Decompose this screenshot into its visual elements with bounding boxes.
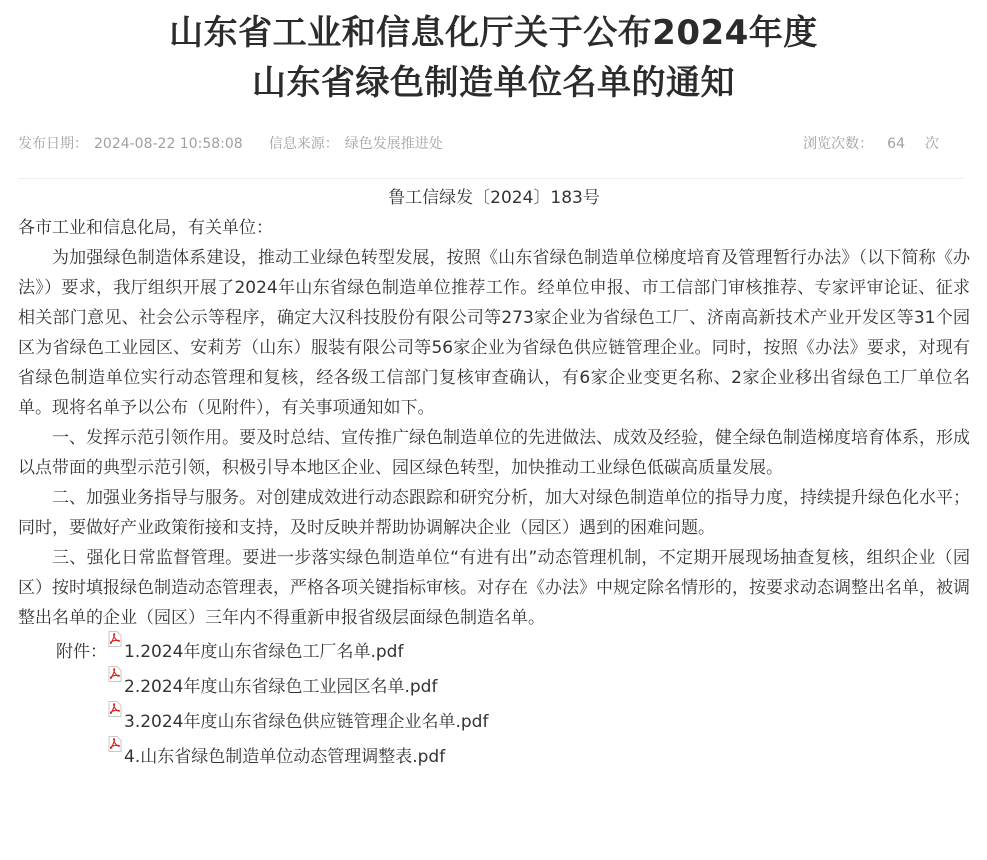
pdf-icon: [108, 736, 122, 752]
article-meta: [18, 133, 963, 155]
paragraph-item-2: 二、加强业务指导与服务。对创建成效进行动态跟踪和研究分析，加大对绿色制造单位的指导力度，持续提升绿色化水平；同时，要做好产业政策衔接和支持，及时反映并帮助协调解决企业（园区）遇到的困难问题。: [18, 488, 970, 538]
paragraph-item-1: 一、发挥示范引领作用。要及时总结、宣传推广绿色制造单位的先进做法、成效及经验，健全绿色制造梯度培育体系，形成以点带面的典型示范引领，积极引导本地区企业、园区绿色转型，加快推动工业绿色低碳高质量发展。: [18, 428, 970, 478]
attachment-label: 附件：: [56, 642, 107, 662]
salutation: 各市工业和信息化局，有关单位：: [18, 218, 273, 238]
title-line-2: 山东省绿色制造单位名单的通知: [252, 63, 735, 103]
pdf-icon: [108, 666, 122, 682]
attachment-list: [18, 633, 970, 773]
views-unit: 次: [925, 136, 939, 152]
attachment-link-1[interactable]: [110, 637, 403, 667]
publish-date-value: 2024-08-22 10:58:08: [94, 136, 243, 152]
source-label: 信息来源：: [268, 136, 339, 152]
paragraph-intro: 为加强绿色制造体系建设，推动工业绿色转型发展，按照《山东省绿色制造单位梯度培育及管理暂行办法》（以下简称《办法》）要求，我厅组织开展了2024年山东省绿色制造单位推荐工作。经单位申报、市工信部门审核推荐、专家评审论证、征求相关部门意见、社会公示等程序，确定大汉科技股份有限公司等273家企业为省绿色工厂、济南高新技术产业开发区等31个园区为省绿色工业园区、安莉芳（山东）服装有限公司等56家企业为省绿色供应链管理企业。同时，按照《办法》要求，对现有省绿色制造单位实行动态管理和复核，经各级工信部门复核审查确认，有6家企业变更名称、2家企业移出省绿色工厂单位名单。现将名单予以公布（见附件），有关事项通知如下。: [18, 248, 970, 418]
meta-divider: [18, 178, 963, 179]
pdf-icon: [108, 631, 122, 647]
document-number: 鲁工信绿发〔2024〕183号: [388, 188, 600, 208]
paragraph-item-3: 三、强化日常监督管理。要进一步落实绿色制造单位“有进有出”动态管理机制，不定期开展现场抽查复核，组织企业（园区）按时填报绿色制造动态管理表，严格各项关键指标审核。对存在《办法》中规定除名情形的，按要求动态调整出名单，被调整出名单的企业（园区）三年内不得重新申报省级层面绿色制造名单。: [18, 548, 970, 628]
title-line-1: 山东省工业和信息化厅关于公布2024年度: [169, 13, 818, 53]
attachment-link-3[interactable]: [110, 707, 488, 737]
attachment-link-2[interactable]: [110, 672, 437, 702]
source-value: 绿色发展推进处: [344, 136, 443, 152]
attachment-row: [18, 668, 970, 703]
pdf-icon: [108, 701, 122, 717]
page-title: [0, 8, 987, 108]
article-body: [18, 183, 970, 773]
views-count: 64: [887, 136, 905, 152]
views-label: 浏览次数：: [803, 136, 874, 152]
attachment-name: 4.山东省绿色制造单位动态管理调整表.pdf: [124, 747, 446, 767]
attachment-name: 2.2024年度山东省绿色工业园区名单.pdf: [124, 677, 438, 697]
attachment-name: 3.2024年度山东省绿色供应链管理企业名单.pdf: [124, 712, 489, 732]
publish-date-label: 发布日期：: [18, 136, 88, 152]
attachment-row: [18, 703, 970, 738]
attachment-link-4[interactable]: [110, 742, 445, 772]
attachment-name: 1.2024年度山东省绿色工厂名单.pdf: [124, 642, 404, 662]
attachment-row: [18, 633, 970, 668]
attachment-row: [18, 738, 970, 773]
